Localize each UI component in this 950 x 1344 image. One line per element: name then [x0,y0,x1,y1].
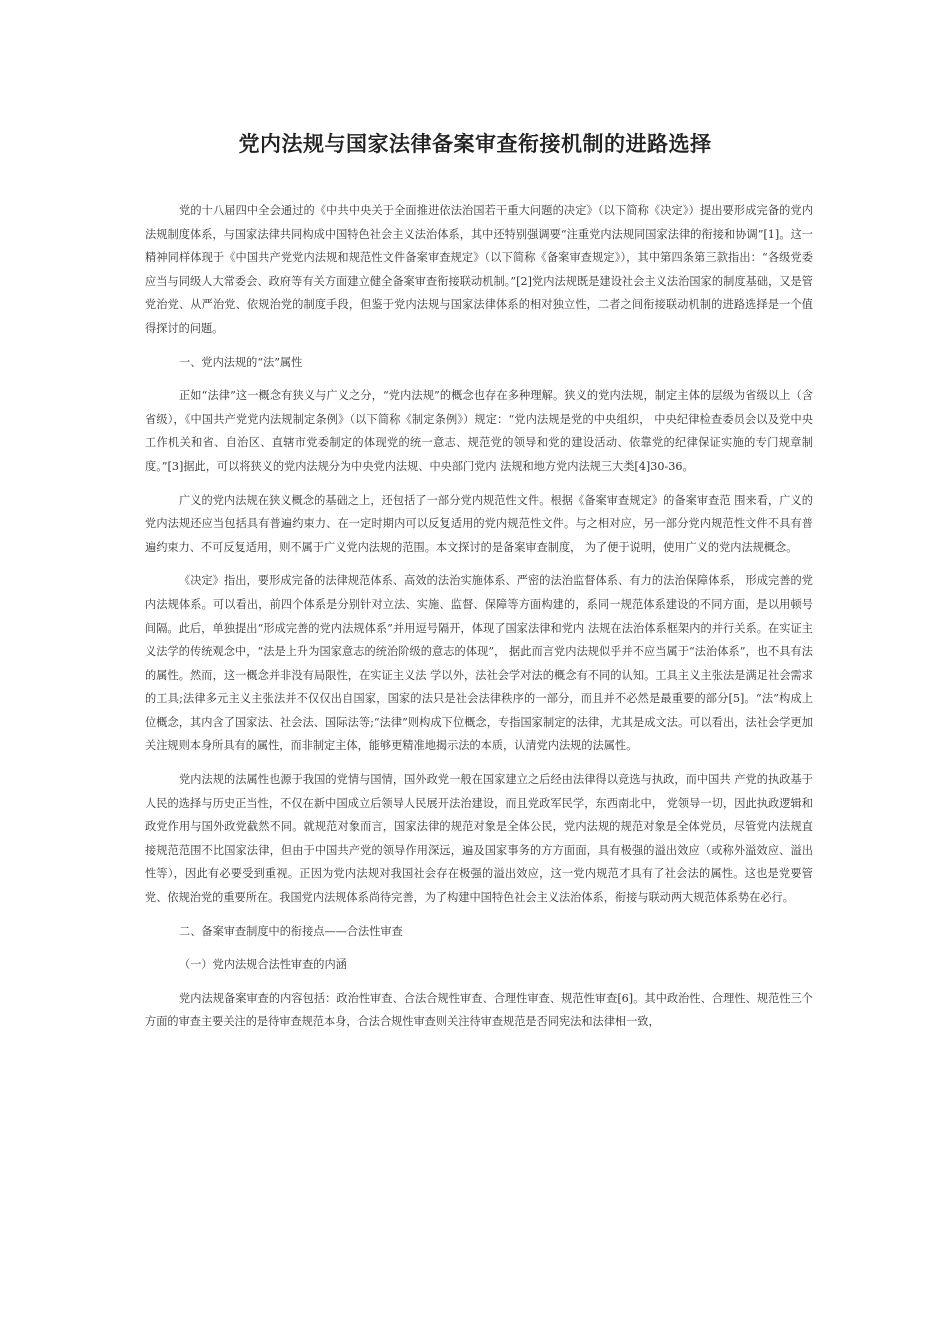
subsection-heading: （一）党内法规合法性审查的内涵 [179,958,347,972]
paragraph: 正如“法律”这一概念有狭义与广义之分，“党内法规”的概念也存在多种理解。狭义的党内法规，制定主体的层级为省级以上（含省级），《中国共产党党内法规制定条例》（以下简称《制定条例》）规定：“党内法规是党的中央组织， 中央纪律检查委员会以及党中央工作机关和省、自治区、直辖市党委制定的体现党的统一意志、规范党的领导和党的建设活动、依靠党的纪律保证实施的专门规章制度。”[3]据此，可以将狭义的党内法规分为中央党内法规、中央部门党内 法规和地方党内法规三大类[4]30-36。 [145,389,813,473]
paragraph: 党内法规备案审查的内容包括：政治性审查、合法合规性审查、合理性审查、规范性审查[6]。其中政治性、合理性、规范性三个方面的审查主要关注的是待审查规范本身，合法合规性审查则关注待审查规范是否同宪法和法律相一致， [145,991,813,1029]
paragraph: 广义的党内法规在狭义概念的基础之上，还包括了一部分党内规范性文件。根据《备案审查规定》的备案审查范 围来看，广义的党内法规还应当包括具有普遍约束力、在一定时期内可以反复适用的党内规范性文件。与之相对应，另一部分党内规范性文件不具有普遍约束力、不可反复适用，则不属于广义党内法规的范围。本文探讨的是备案审查制度， 为了便于说明，使用广义的党内法规概念。 [145,493,813,554]
paragraph-intro: 党的十八届四中全会通过的《中共中央关于全面推进依法治国若干重大问题的决定》（以下简称《决定》）提出要形成完备的党内法规制度体系，与国家法律共同构成中国特色社会主义法治体系，其中还特别强调要“注重党内法规同国家法律的衔接和协调”[1]。这一精神同样体现于《中国共产党党内法规和规范性文件备案审查规定》（以下简称《备案审查规定》），其中第四条第三款指出：“各级党委应当与同级人大常委会、政府等有关方面建立健全备案审查衔接联动机制。”[2]党内法规既是建设社会主义法治国家的制度基础，又是管党治党、从严治党、依规治党的制度手段，但鉴于党内法规与国家法律体系的相对独立性，二者之间衔接联动机制的进路选择是一个值得探讨的问题。 [145,204,813,335]
section-heading-1: 一、党内法规的“法”属性 [179,355,303,369]
paragraph: 《决定》指出，要形成完备的法律规范体系、高效的法治实施体系、严密的法治监督体系、有力的法治保障体系， 形成完善的党内法规体系。可以看出，前四个体系是分别针对立法、实施、监督、保障等方面构建的，系同一规范体系建设的不同方面，是以用顿号间隔。此后，单独提出“形成完善的党内法规体系”并用逗号隔开，体现了国家法律和党内 法规在法治体系框架内的并行关系。在实证主义法学的传统观念中，“法是上升为国家意志的统治阶级的意志的体现”， 据此而言党内法规似乎并不应当属于“法治体系”，也不具有法的属性。然而，这一概念并非没有局限性，在实证主义法 学以外，法社会学对法的概念有不同的认知。工具主义主张法是满足社会需求的工具;法律多元主义主张法并不仅仅出自国家，国家的法只是社会法律秩序的一部分，而且并不必然是最重要的部分[5]。“法”构成上位概念，其内含了国家法、社会法、国际法等;“法律”则构成下位概念，专指国家制定的法律，尤其是成文法。可以看出，法社会学更加关注规则本身所具有的属性，而非制定主体，能够更精准地揭示法的本质，认清党内法规的法属性。 [145,574,813,753]
paragraph: 党内法规的法属性也源于我国的党情与国情，国外政党一般在国家建立之后经由法律得以竞选与执政，而中国共 产党的执政基于人民的选择与历史正当性，不仅在新中国成立后领导人民展开法治建设，而且党政军民学，东西南北中， 党领导一切，因此执政逻辑和政党作用与国外政党截然不同。就规范对象而言，国家法律的规范对象是全体公民，党内法规的规范对象是全体党员，尽管党内法规直接规范范围不比国家法律，但由于中国共产党的领导作用深远，遍及国家事务的方方面面，具有极强的溢出效应（或称外溢效应、溢出性等），因此有必要受到重视。正因为党内法规对我国社会存在极强的溢出效应，这一党内规范才具有了社会法的属性。这也是党要管党、依规治党的重要所在。我国党内法规体系尚待完善，为了构建中国特色社会主义法治体系，衔接与联动两大规范体系势在必行。 [145,773,813,905]
document-body [145,199,813,1044]
section-heading-2: 二、备案审查制度中的衔接点——合法性审查 [179,924,403,938]
document-title: 党内法规与国家法律备案审查衔接机制的进路选择 [238,132,712,156]
